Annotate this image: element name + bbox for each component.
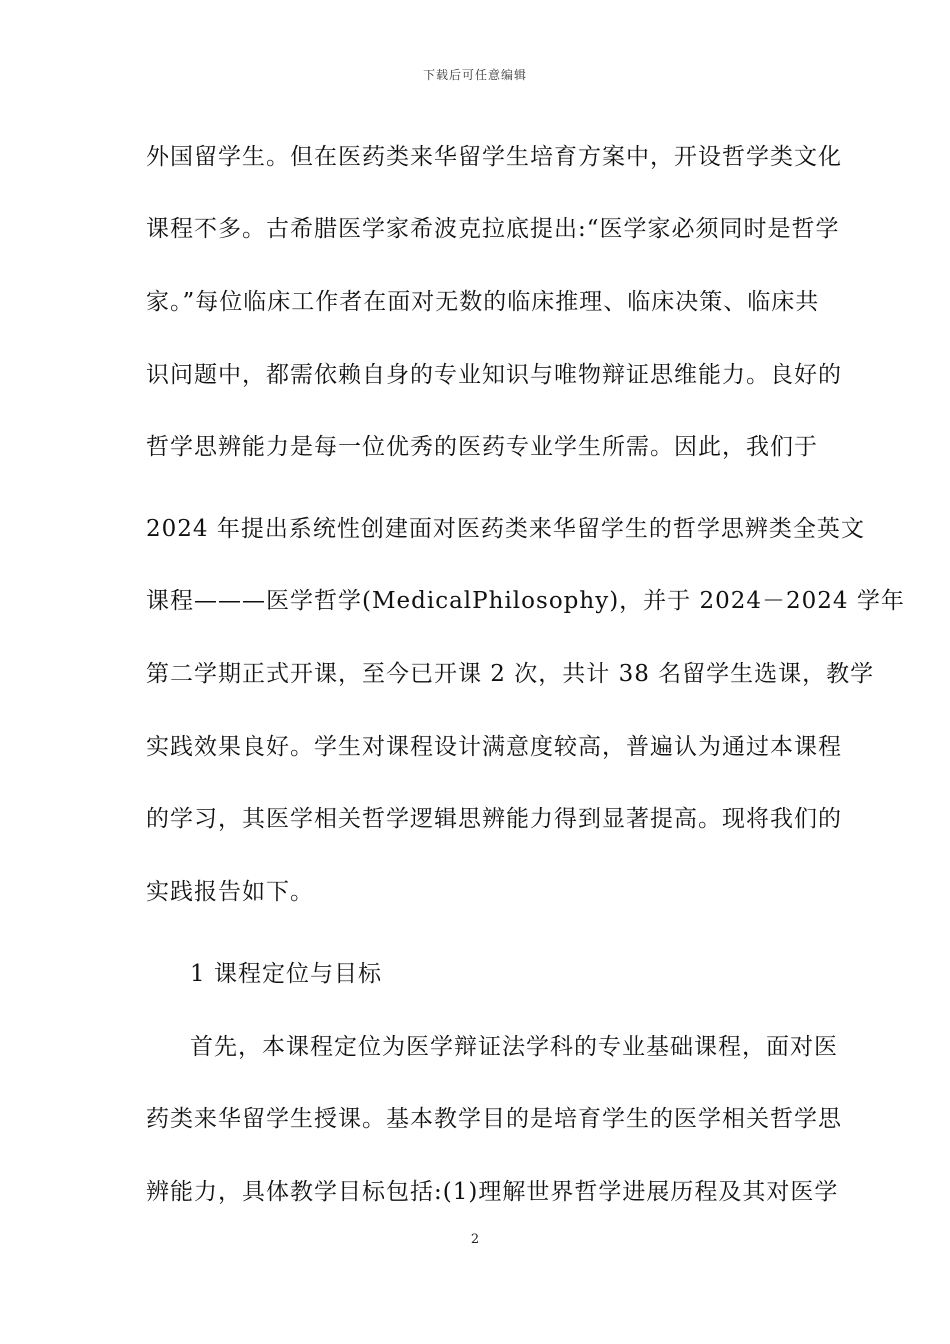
body-text-line: 外国留学生。但在医药类来华留学生培育方案中，开设哲学类文化	[146, 144, 842, 170]
body-text-line: 课程不多。古希腊医学家希波克拉底提出:“医学家必须同时是哲学	[146, 216, 840, 242]
body-text-line: 药类来华留学生授课。基本教学目的是培育学生的医学相关哲学思	[146, 1106, 842, 1132]
body-text-line: 2024 年提出系统性创建面对医药类来华留学生的哲学思辨类全英文	[146, 516, 865, 542]
body-text-line: 实践效果良好。学生对课程设计满意度较高，普遍认为通过本课程	[146, 734, 842, 760]
page-header: 下载后可任意编辑	[422, 68, 527, 82]
body-text-line: 识问题中，都需依赖自身的专业知识与唯物辩证思维能力。良好的	[146, 362, 842, 388]
body-text-line: 哲学思辨能力是每一位优秀的医药专业学生所需。因此，我们于	[146, 434, 818, 460]
body-text-line: 课程———医学哲学(MedicalPhilosophy)，并于 2024－2024 学年	[146, 588, 905, 614]
body-text-line: 第二学期正式开课，至今已开课 2 次，共计 38 名留学生选课，教学	[146, 661, 875, 687]
body-text-line: 首先，本课程定位为医学辩证法学科的专业基础课程，面对医	[190, 1034, 838, 1060]
body-text-line: 实践报告如下。	[146, 879, 314, 905]
section-heading: 1 课程定位与目标	[190, 961, 382, 987]
body-text-line: 家。”每位临床工作者在面对无数的临床推理、临床决策、临床共	[146, 289, 820, 315]
body-text-line: 辨能力，具体教学目标包括:(1)理解世界哲学进展历程及其对医学	[146, 1179, 839, 1205]
page-number: 2	[470, 1232, 480, 1247]
body-text-line: 的学习，其医学相关哲学逻辑思辨能力得到显著提高。现将我们的	[146, 806, 842, 832]
